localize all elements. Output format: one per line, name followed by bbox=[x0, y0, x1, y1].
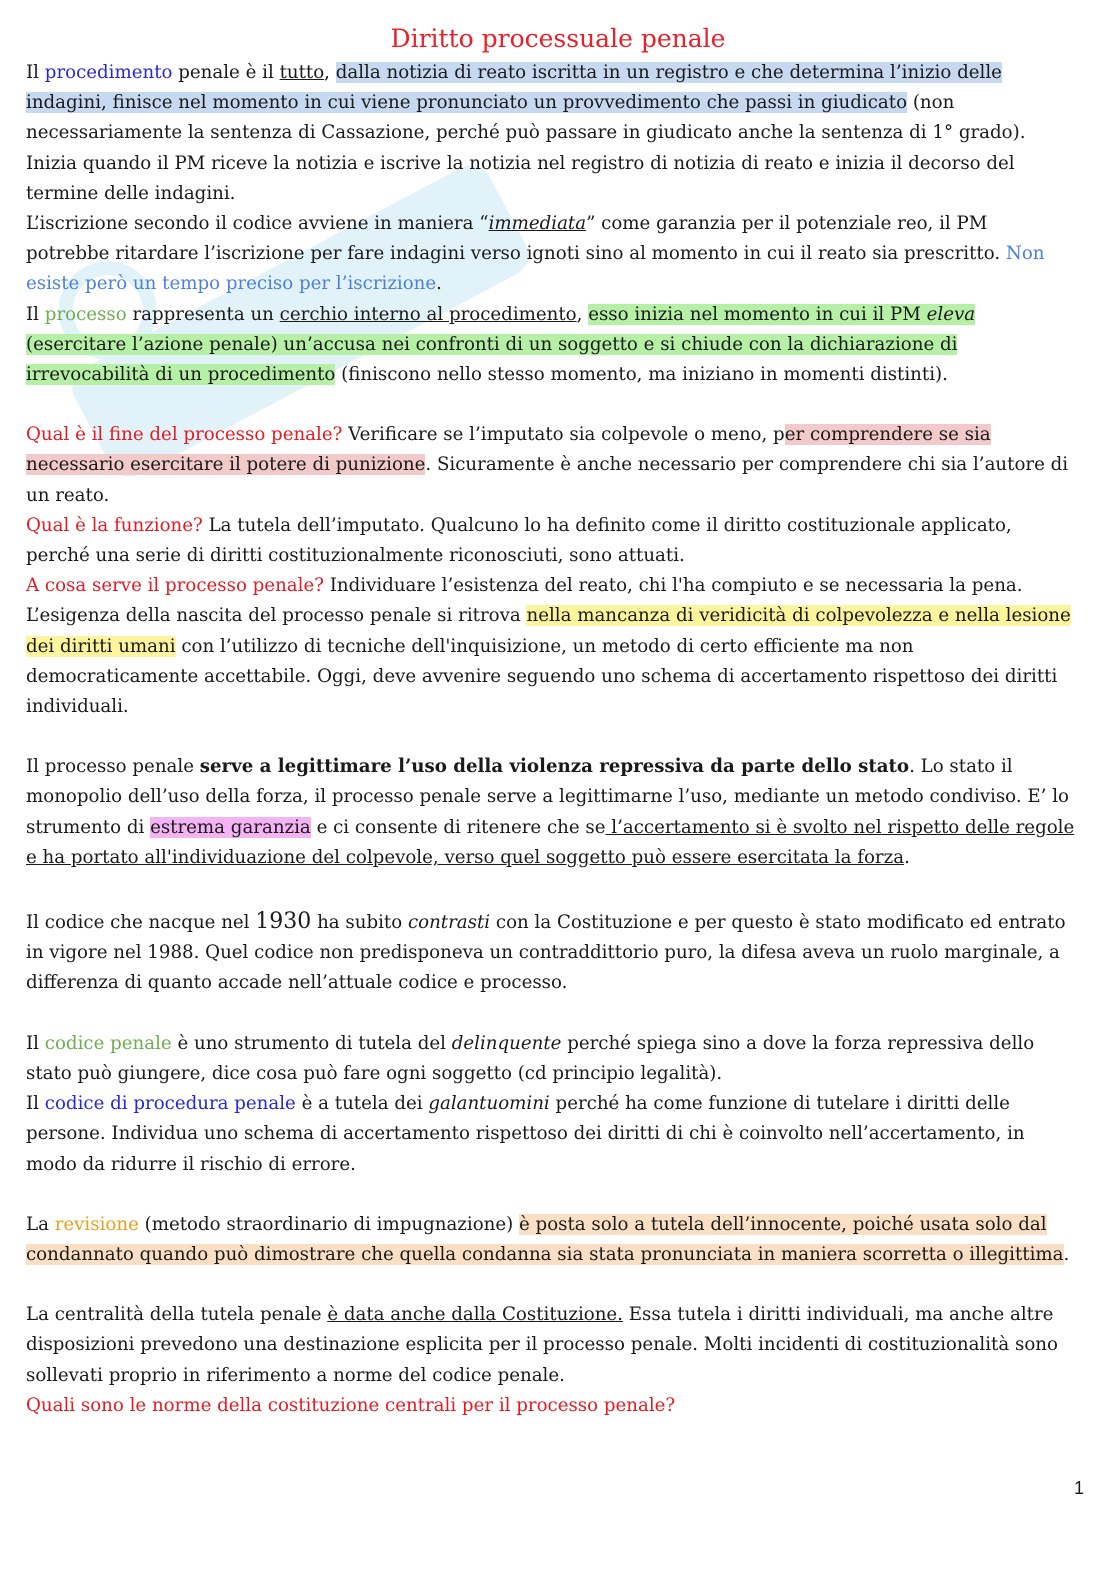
paragraph-fine: Qual è il fine del processo penale? Verificare se l’imputato sia colpevole o meno, per comprendere se sia necessario esercitare il potere di punizione. Sicuramente è anche necessario per comprendere chi sia l’autore di un reato. bbox=[26, 424, 1069, 506]
paragraph-legittimare: Il processo penale serve a legittimare l’uso della violenza repressiva da parte dello stato. Lo stato il monopolio dell’uso della forza, il processo penale serve a legittimarne l’uso, mediante un metodo condiviso. E’ lo strumento di estrema garanzia e ci consente di ritenere che se l’accertamento si è svolto nel rispetto delle regole e ha portato all'individuazione del colpevole, verso quel soggetto può essere esercitata la forza. bbox=[26, 756, 1075, 868]
paragraph-processo: Il processo rappresenta un cerchio interno al procedimento, esso inizia nel momento in cui il PM eleva (esercitare l’azione penale) un’accusa nei confronti di un soggetto e si chiude con la dichiarazione di irrevocabilità di un procedimento (finiscono nello stesso momento, ma iniziano in momenti distinti). bbox=[26, 303, 976, 386]
paragraph-procedimento: Il procedimento penale è il tutto, dalla notizia di reato iscritta in un registro e che determina l’inizio delle indagini, finisce nel momento in cui viene pronunciato un provvedimento che passi in giudicato (non necessariamente la sentenza di Cassazione, perché può passare in giudicato anche la sentenza di 1° grado). bbox=[26, 62, 1026, 144]
paragraph-centralita: La centralità della tutela penale è data anche dalla Costituzione. Essa tutela i diritti individuali, ma anche altre disposizioni prevedono una destinazione esplicita per il processo penale. Molti incidenti di costituzionalità sono sollevati proprio in riferimento a norme del codice penale. bbox=[26, 1304, 1058, 1386]
paragraph-codice-procedura: Il codice di procedura penale è a tutela dei galantuomini perché ha come funzione di tutelare i diritti delle persone. Individua uno schema di accertamento rispettoso dei diritti di chi è coinvolto nell’accertamento, in modo da ridurre il rischio di errore. bbox=[26, 1093, 1025, 1175]
paragraph-revisione: La revisione (metodo straordinario di impugnazione) è posta solo a tutela dell’innocente, poiché usata solo dal condannato quando può dimostrare che quella condanna sia stata pronunciata in maniera scorretta o illegittima. bbox=[26, 1213, 1070, 1265]
document-body bbox=[26, 58, 1076, 1421]
paragraph-inizio: Inizia quando il PM riceve la notizia e iscrive la notizia nel registro di notizia di reato e inizia il decorso del termine delle indagini. bbox=[26, 152, 1015, 204]
paragraph-esigenza: L’esigenza della nascita del processo penale si ritrova nella mancanza di veridicità di colpevolezza e nella lesione dei diritti umani con l’utilizzo di tecniche dell'inquisizione, un metodo di certo efficiente ma non democraticamente accettabile. Oggi, deve avvenire seguendo uno schema di accertamento rispettoso dei diritti individuali. bbox=[26, 605, 1071, 718]
paragraph-iscrizione: L’iscrizione secondo il codice avviene in maniera “immediata” come garanzia per il potenziale reo, il PM potrebbe ritardare l’iscrizione per fare indagini verso ignoti sino al momento in cui il reato sia prescritto. Non esiste però un tempo preciso per l’iscrizione. bbox=[26, 213, 1045, 295]
paragraph-codice-penale: Il codice penale è uno strumento di tutela del delinquente perché spiega sino a dove la forza repressiva dello stato può giungere, dice cosa può fare ogni soggetto (cd principio legalità). bbox=[26, 1032, 1035, 1084]
question-norme-costituzione: Quali sono le norme della costituzione centrali per il processo penale? bbox=[26, 1394, 676, 1416]
paragraph-cosa-serve: A cosa serve il processo penale? Individuare l’esistenza del reato, chi l'ha compiuto e se necessaria la pena. bbox=[26, 575, 1023, 597]
page-number: 1 bbox=[1073, 1478, 1084, 1498]
paragraph-codice-1930: Il codice che nacque nel 1930 ha subito contrasti con la Costituzione e per questo è stato modificato ed entrato in vigore nel 1988. Quel codice non predisponeva un contraddittorio puro, la difesa aveva un ruolo marginale, a differenza di quanto accade nell’attuale codice e processo. bbox=[26, 909, 1066, 994]
page-title: Diritto processuale penale bbox=[390, 24, 726, 53]
paragraph-funzione: Qual è la funzione? La tutela dell’imputato. Qualcuno lo ha definito come il diritto costituzionale applicato, perché una serie di diritti costituzionalmente riconosciuti, sono attuati. bbox=[26, 514, 1012, 567]
